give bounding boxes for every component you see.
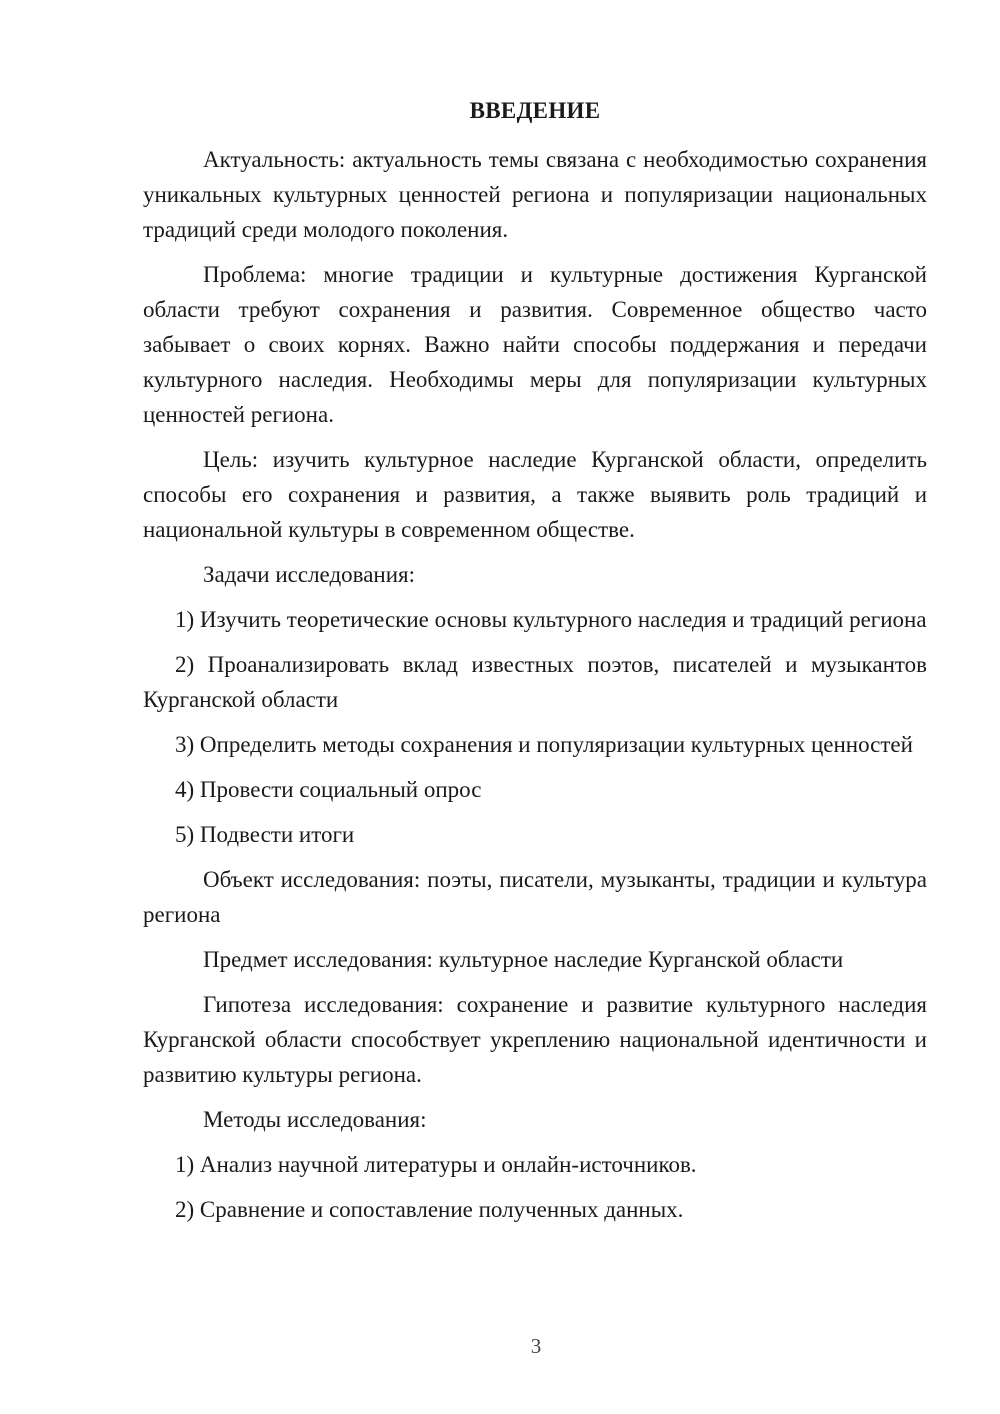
page-number: 3 [530, 1334, 542, 1358]
object-paragraph: Объект исследования: поэты, писатели, музыканты, традиции и культура региона [143, 867, 927, 927]
task-item: 3) Определить методы сохранения и популяризации культурных ценностей [175, 732, 913, 757]
methods-heading: Методы исследования: [203, 1107, 427, 1132]
document-page [143, 96, 927, 1237]
tasks-heading: Задачи исследования: [203, 562, 416, 587]
task-item: 2) Проанализировать вклад известных поэтов, писателей и музыкантов Курганской области [143, 652, 927, 712]
hypothesis-paragraph: Гипотеза исследования: сохранение и развитие культурного наследия Курганской области способствует укреплению национальной идентичности и развитию культуры региона. [143, 992, 927, 1087]
goal-paragraph: Цель: изучить культурное наследие Курганской области, определить способы его сохранения и развития, а также выявить роль традиций и национальной культуры в современном обществе. [143, 447, 927, 542]
subject-paragraph: Предмет исследования: культурное наследие Курганской области [203, 947, 844, 972]
task-item: 1) Изучить теоретические основы культурного наследия и традиций региона [175, 607, 927, 632]
problem-paragraph: Проблема: многие традиции и культурные достижения Курганской области требуют сохранения и развития. Современное общество часто забывает о своих корнях. Важно найти способы поддержания и передачи культурного наследия. Необходимы меры для популяризации культурных ценностей региона. [143, 262, 927, 427]
task-item: 5) Подвести итоги [175, 822, 355, 847]
relevance-paragraph: Актуальность: актуальность темы связана с необходимостью сохранения уникальных культурных ценностей региона и популяризации национальных традиций среди молодого поколения. [143, 147, 927, 242]
method-item: 2) Сравнение и сопоставление полученных данных. [175, 1197, 684, 1222]
method-item: 1) Анализ научной литературы и онлайн-источников. [175, 1152, 697, 1177]
task-item: 4) Провести социальный опрос [175, 777, 482, 802]
section-title: ВВЕДЕНИЕ [469, 98, 601, 123]
